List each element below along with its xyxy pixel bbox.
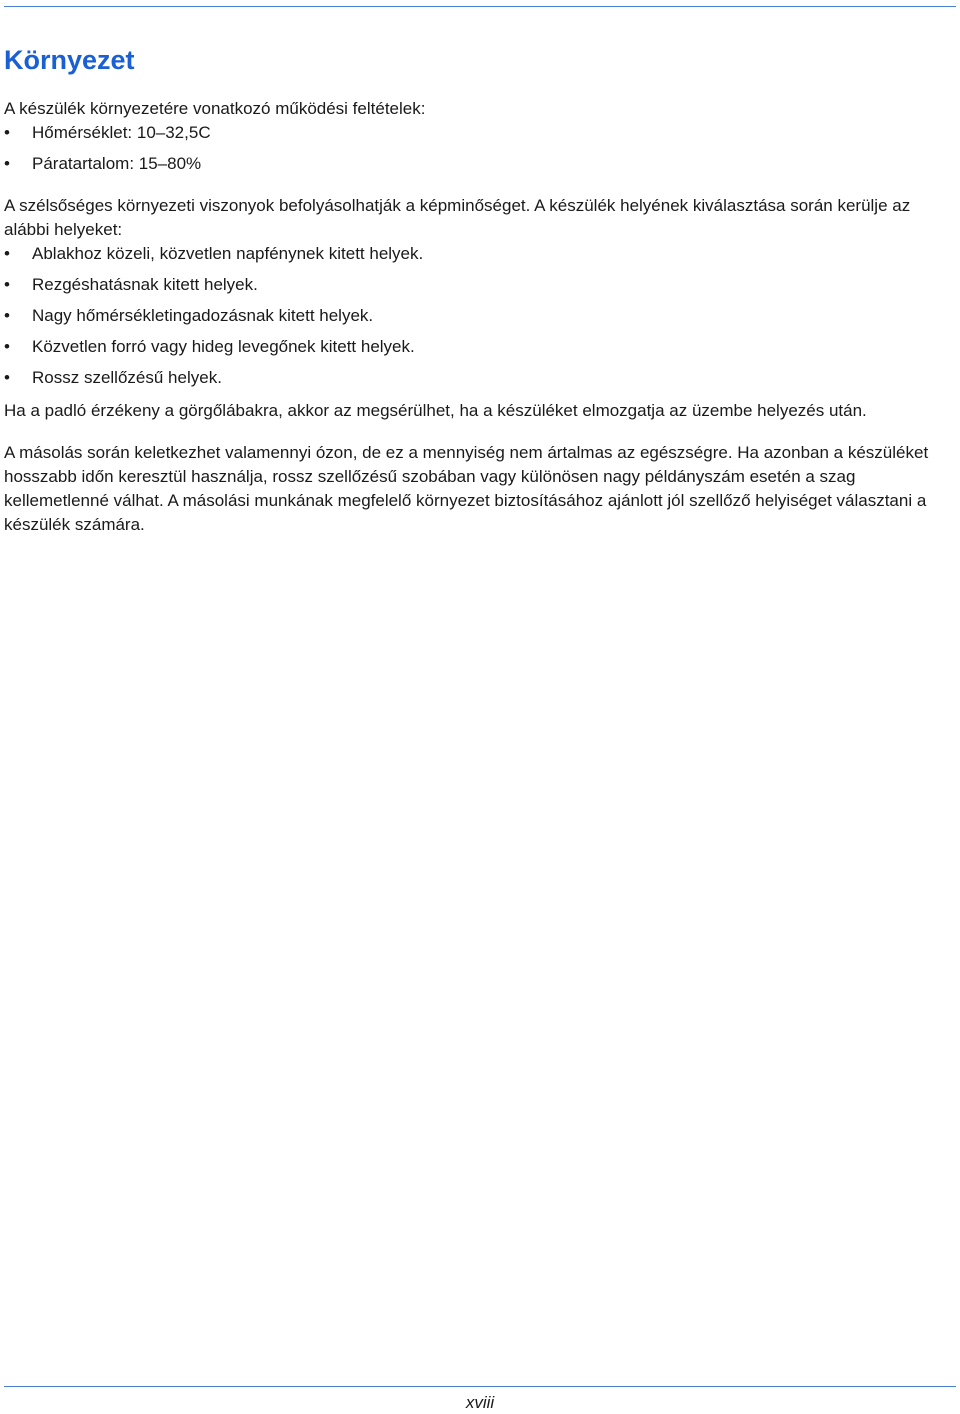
bullet-icon: • bbox=[4, 123, 10, 142]
avoid-places-list bbox=[4, 242, 956, 397]
list-item-text: Közvetlen forró vagy hideg levegőnek kitett helyek. bbox=[32, 337, 415, 356]
page-number: xviii bbox=[465, 1393, 495, 1412]
bullet-icon: • bbox=[4, 154, 10, 173]
list-item-text: Rossz szellőzésű helyek. bbox=[32, 368, 222, 387]
top-rule bbox=[4, 6, 956, 7]
bullet-icon: • bbox=[4, 275, 10, 294]
floor-paragraph: Ha a padló érzékeny a görgőlábakra, akkor az megsérülhet, ha a készüléket elmozgatja az üzembe helyezés után. bbox=[4, 401, 867, 420]
list-item bbox=[4, 121, 956, 152]
list-item bbox=[4, 273, 956, 304]
conditions-list bbox=[4, 121, 956, 183]
list-item bbox=[4, 335, 956, 366]
list-item-text: Ablakhoz közeli, közvetlen napfénynek kitett helyek. bbox=[32, 244, 424, 263]
bottom-rule bbox=[4, 1386, 956, 1387]
list-item-text: Hőmérséklet: 10–32,5C bbox=[32, 123, 211, 142]
list-item bbox=[4, 304, 956, 335]
list-item bbox=[4, 152, 956, 183]
bullet-icon: • bbox=[4, 244, 10, 263]
list-item bbox=[4, 366, 956, 397]
warning-paragraph: A szélsőséges környezeti viszonyok befolyásolhatják a képminőséget. A készülék helyének kiválasztása során kerülje az alábbi helyeket: bbox=[4, 196, 911, 239]
list-item-text: Rezgéshatásnak kitett helyek. bbox=[32, 275, 258, 294]
intro-paragraph: A készülék környezetére vonatkozó működési feltételek: bbox=[4, 99, 426, 118]
bullet-icon: • bbox=[4, 306, 10, 325]
bullet-icon: • bbox=[4, 337, 10, 356]
page-title: Környezet bbox=[4, 45, 135, 75]
bullet-icon: • bbox=[4, 368, 10, 387]
list-item bbox=[4, 242, 956, 273]
list-item-text: Páratartalom: 15–80% bbox=[32, 154, 202, 173]
ozone-paragraph: A másolás során keletkezhet valamennyi ózon, de ez a mennyiség nem ártalmas az egészségre. Ha azonban a készüléket hosszabb időn keresztül használja, rossz szellőzésű szobában vagy különösen nagy példányszám esetén a szag kellemetlenné válhat. A másolási munkának megfelelő környezet biztosításához ajánlott jól szellőző helyiséget választani a készülék számára. bbox=[4, 443, 929, 534]
list-item-text: Nagy hőmérsékletingadozásnak kitett helyek. bbox=[32, 306, 374, 325]
page-content bbox=[4, 40, 956, 537]
